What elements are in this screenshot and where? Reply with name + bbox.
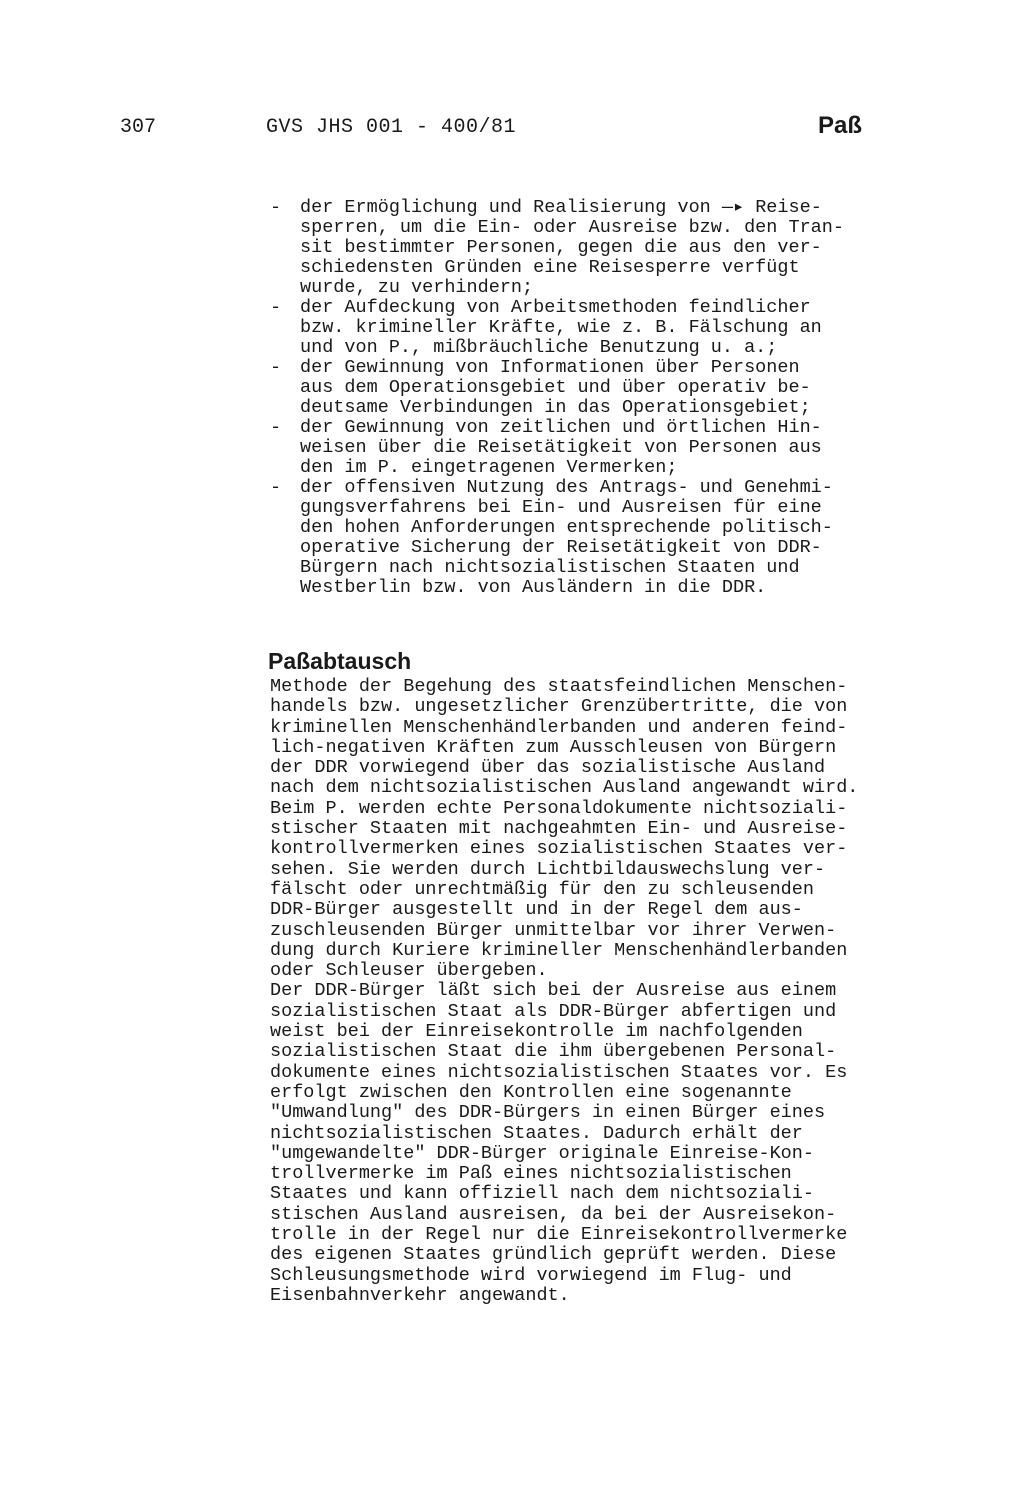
bullet-text-line: der offensiven Nutzung des Antrags- und Genehmi-	[300, 477, 833, 498]
bullet-text-line: der Aufdeckung von Arbeitsmethoden feindlicher	[300, 297, 811, 318]
entry-text-line: der DDR vorwiegend über das sozialistische Ausland	[270, 757, 826, 779]
entry-text-line: DDR-Bürger ausgestellt und in der Regel dem aus-	[270, 899, 803, 921]
bullet-text-line: Bürgern nach nichtsozialistischen Staaten und	[300, 557, 800, 578]
entry-text-line: Beim P. werden echte Personaldokumente nichtsoziali-	[270, 797, 848, 819]
bullet-text-line: weisen über die Reisetätigkeit von Personen aus	[300, 437, 822, 458]
entry-text-line: sehen. Sie werden durch Lichtbildauswechslung ver-	[270, 858, 826, 880]
bullet-dash: -	[270, 297, 282, 318]
bullet-item	[270, 298, 910, 358]
bullet-text-line: Westberlin bzw. von Ausländern in die DDR.	[300, 577, 767, 598]
bullet-item	[270, 418, 910, 478]
entry-text-line: zuschleusenden Bürger unmittelbar vor ihrer Verwen-	[270, 919, 837, 941]
entry-text-line: trolle in der Regel nur die Einreisekontrollvermerke	[270, 1224, 848, 1246]
entry-text-line: kriminellen Menschenhändlerbanden und anderen feind-	[270, 716, 848, 738]
entry-text-line: lich-negativen Kräften zum Ausschleusen von Bürgern	[270, 736, 837, 758]
entry-text-line: stischen Ausland ausreisen, da bei der Ausreisekon-	[270, 1203, 837, 1225]
entry-text-line: trollvermerke im Paß eines nichtsozialistischen	[270, 1163, 792, 1185]
entry-text-line: Eisenbahnverkehr angewandt.	[270, 1284, 570, 1306]
bullet-dash: -	[270, 357, 282, 378]
bullet-item	[270, 358, 910, 418]
bullet-text-line: den im P. eingetragenen Vermerken;	[300, 457, 678, 478]
document-reference: GVS JHS 001 - 400/81	[266, 116, 517, 139]
entry-text-line: fälscht oder unrechtmäßig für den zu schleusenden	[270, 878, 814, 900]
bullet-list	[270, 198, 910, 598]
bullet-text-line: bzw. krimineller Kräfte, wie z. B. Fälschung an	[300, 317, 822, 338]
entry-text-line: sozialistischen Staat die ihm übergebenen Personal-	[270, 1041, 837, 1063]
bullet-text-line: der Ermöglichung und Realisierung von —▸ Reise-	[300, 197, 822, 218]
entry-text-line: sozialistischen Staat als DDR-Bürger abfertigen und	[270, 1000, 837, 1022]
bullet-text-line: schiedensten Gründen eine Reisesperre verfügt	[300, 257, 800, 278]
bullet-dash: -	[270, 417, 282, 438]
page-header	[0, 112, 1024, 146]
header-keyword: Paß	[818, 112, 863, 139]
entry-text-line: stischer Staaten mit nachgeahmten Ein- und Ausreise-	[270, 818, 848, 840]
entry-text-line: weist bei der Einreisekontrolle im nachfolgenden	[270, 1021, 803, 1043]
entry-text-line: "umgewandelte" DDR-Bürger originale Einreise-Kon-	[270, 1142, 814, 1164]
bullet-text-line: den hohen Anforderungen entsprechende politisch-	[300, 517, 833, 538]
entry-text-line: Schleusungsmethode wird vorwiegend im Flug- und	[270, 1264, 792, 1286]
bullet-item	[270, 198, 910, 298]
bullet-dash: -	[270, 197, 282, 218]
entry-text-line: Methode der Begehung des staatsfeindlichen Menschen-	[270, 676, 848, 697]
bullet-text-line: sperren, um die Ein- oder Ausreise bzw. den Tran-	[300, 217, 844, 238]
bullet-text-line: und von P., mißbräuchliche Benutzung u. a.;	[300, 337, 778, 358]
bullet-item	[270, 478, 910, 598]
bullet-text-line: sit bestimmter Personen, gegen die aus den ver-	[300, 237, 822, 258]
entry-text-line: dokumente eines nichtsozialistischen Staates vor. Es	[270, 1061, 848, 1083]
page-number: 307	[120, 116, 157, 139]
bullet-dash: -	[270, 477, 282, 498]
entry-text-line: handels bzw. ungesetzlicher Grenzübertritte, die von	[270, 696, 848, 718]
entry-text-line: dung durch Kuriere krimineller Menschenhändlerbanden	[270, 939, 848, 961]
bullet-text-line: operative Sicherung der Reisetätigkeit von DDR-	[300, 537, 822, 558]
bullet-text-line: der Gewinnung von Informationen über Personen	[300, 357, 800, 378]
entry-text-line: des eigenen Staates gründlich geprüft werden. Diese	[270, 1244, 837, 1266]
entry-title: Paßabtausch	[268, 648, 412, 674]
entry-text-line: nichtsozialistischen Staates. Dadurch erhält der	[270, 1122, 803, 1144]
entry-text-line: oder Schleuser übergeben.	[270, 960, 548, 982]
bullet-text-line: deutsame Verbindungen in das Operationsgebiet;	[300, 397, 811, 418]
entry-text-line: "Umwandlung" des DDR-Bürgers in einen Bürger eines	[270, 1102, 826, 1124]
entry-text-line: Staates und kann offiziell nach dem nichtsoziali-	[270, 1183, 814, 1205]
entry-text-line: kontrollvermerken eines sozialistischen Staates ver-	[270, 838, 848, 860]
entry-body	[270, 677, 920, 1306]
entry-text-line: Der DDR-Bürger läßt sich bei der Ausreise aus einem	[270, 980, 837, 1002]
bullet-text-line: aus dem Operationsgebiet und über operativ be-	[300, 377, 811, 398]
entry-text-line: nach dem nichtsozialistischen Ausland angewandt wird.	[270, 777, 859, 799]
bullet-text-line: der Gewinnung von zeitlichen und örtlichen Hin-	[300, 417, 822, 438]
bullet-text-line: wurde, zu verhindern;	[300, 277, 534, 298]
bullet-text-line: gungsverfahrens bei Ein- und Ausreisen für eine	[300, 497, 822, 518]
entry-text-line: erfolgt zwischen den Kontrollen eine sogenannte	[270, 1081, 792, 1103]
